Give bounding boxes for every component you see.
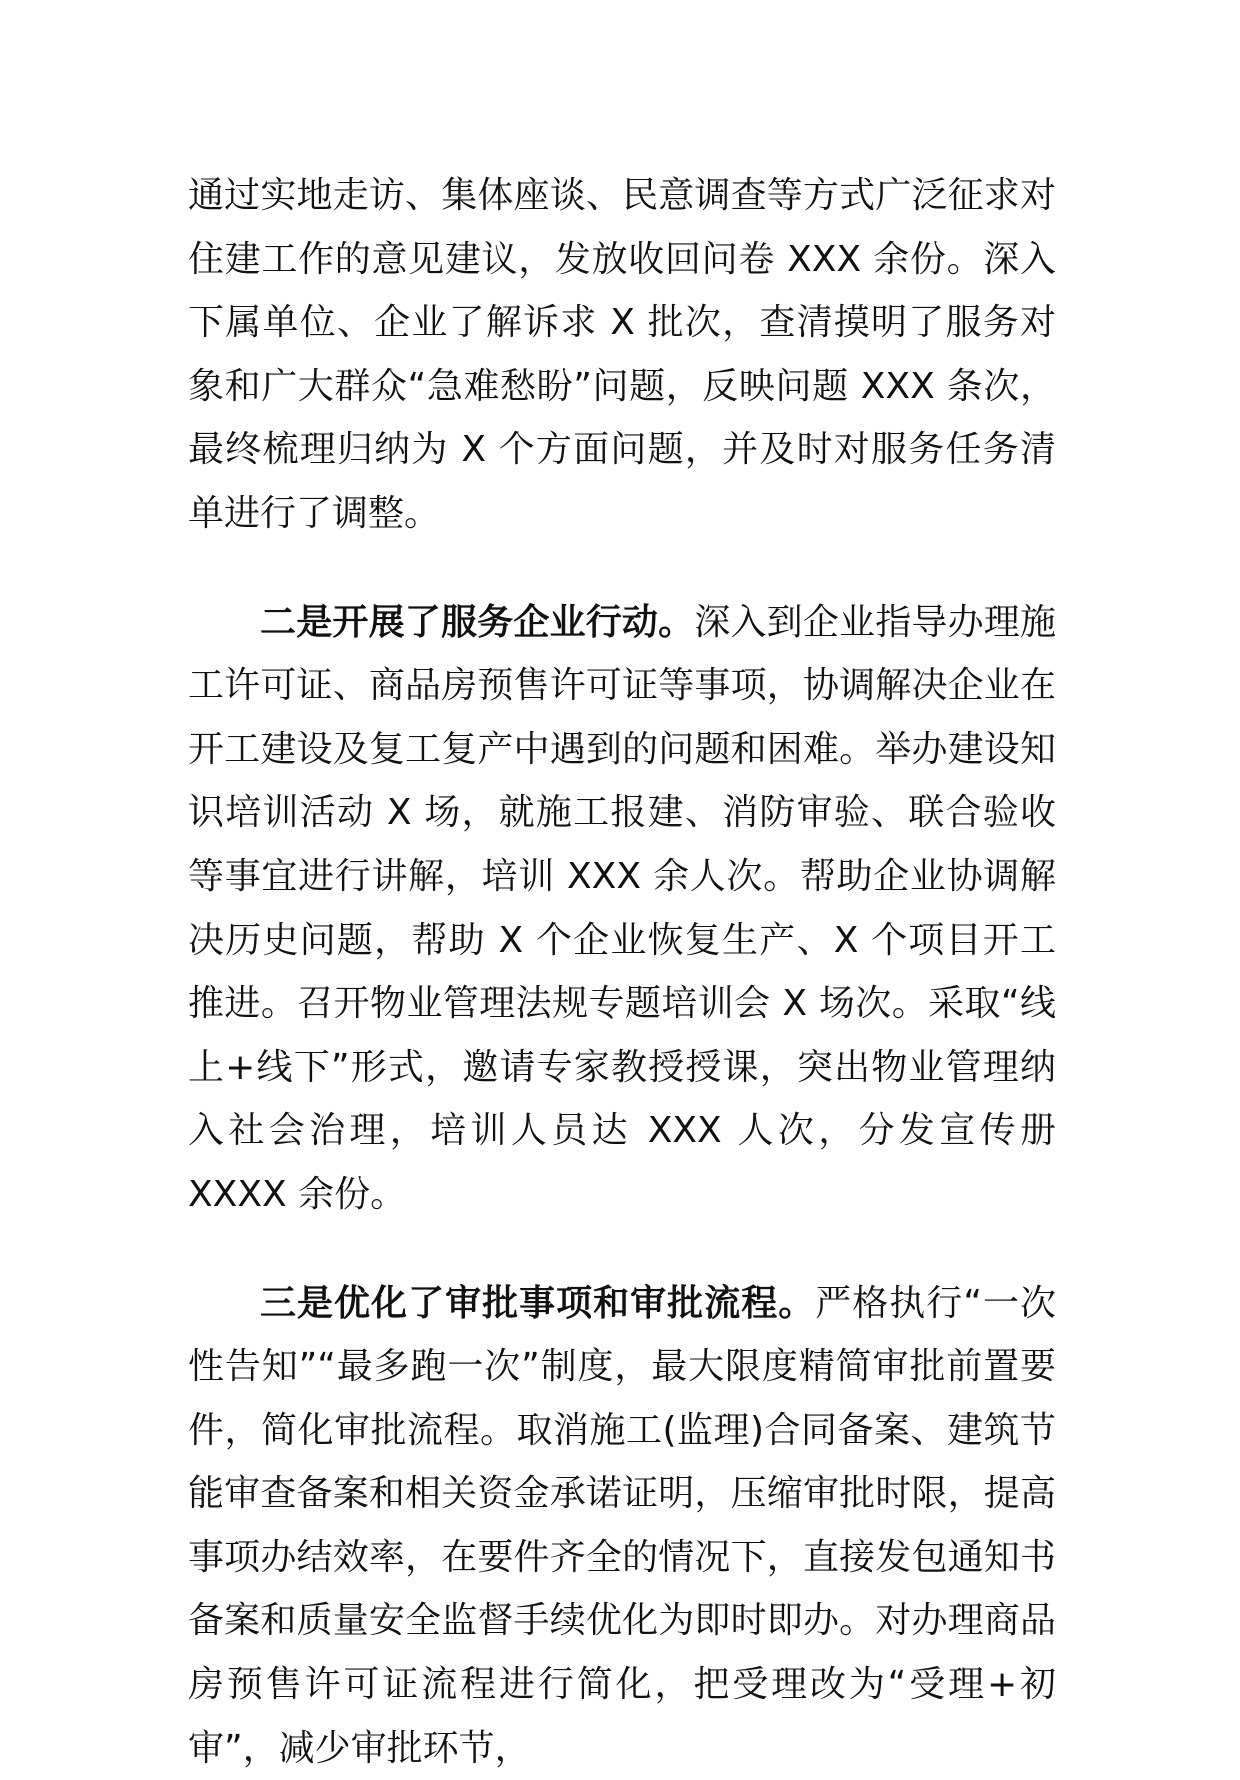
paragraph-3 [188, 1272, 1056, 1780]
paragraph-gap [188, 546, 1056, 591]
document-page [188, 164, 1056, 1780]
paragraph-2-heading: 二是开展了服务企业行动。 [260, 602, 694, 643]
paragraph-2-text: 深入到企业指导办理施工许可证、商品房预售许可证等事项，协调解决企业在开工建设及复工复产中遇到的问题和困难。举办建设知识培训活动 X 场，就施工报建、消防审验、联合验收等事宜进行讲解，培训 XXX 余人次。帮助企业协调解决历史问题，帮助 X 个企业恢复生产、X 个项目开工推进。召开物业管理法规专题培训会 X 场次。采取“线上+线下”形式，邀请专家教授授课，突出物业管理纳入社会治理，培训人员达 XXX 人次，分发宣传册 XXXX 余份。 [188, 602, 1056, 1215]
paragraph-1-text: 通过实地走访、集体座谈、民意调查等方式广泛征求对住建工作的意见建议，发放收回问卷 XXX 余份。深入下属单位、企业了解诉求 X 批次，查清摸明了服务对象和广大群众“急难愁盼”问题，反映问题 XXX 条次，最终梳理归纳为 X 个方面问题，并及时对服务任务清单进行了调整。 [188, 175, 1056, 534]
paragraph-3-heading: 三是优化了审批事项和审批流程。 [260, 1283, 815, 1324]
paragraph-1 [188, 164, 1056, 546]
paragraph-3-text: 严格执行“一次性告知”“最多跑一次”制度，最大限度精简审批前置要件，简化审批流程。取消施工(监理)合同备案、建筑节能审查备案和相关资金承诺证明，压缩审批时限，提高事项办结效率，在要件齐全的情况下，直接发包通知书备案和质量安全监督手续优化为即时即办。对办理商品房预售许可证流程进行简化，把受理改为“受理+初审”，减少审批环节， [188, 1283, 1056, 1769]
paragraph-gap [188, 1227, 1056, 1272]
paragraph-2 [188, 591, 1056, 1227]
